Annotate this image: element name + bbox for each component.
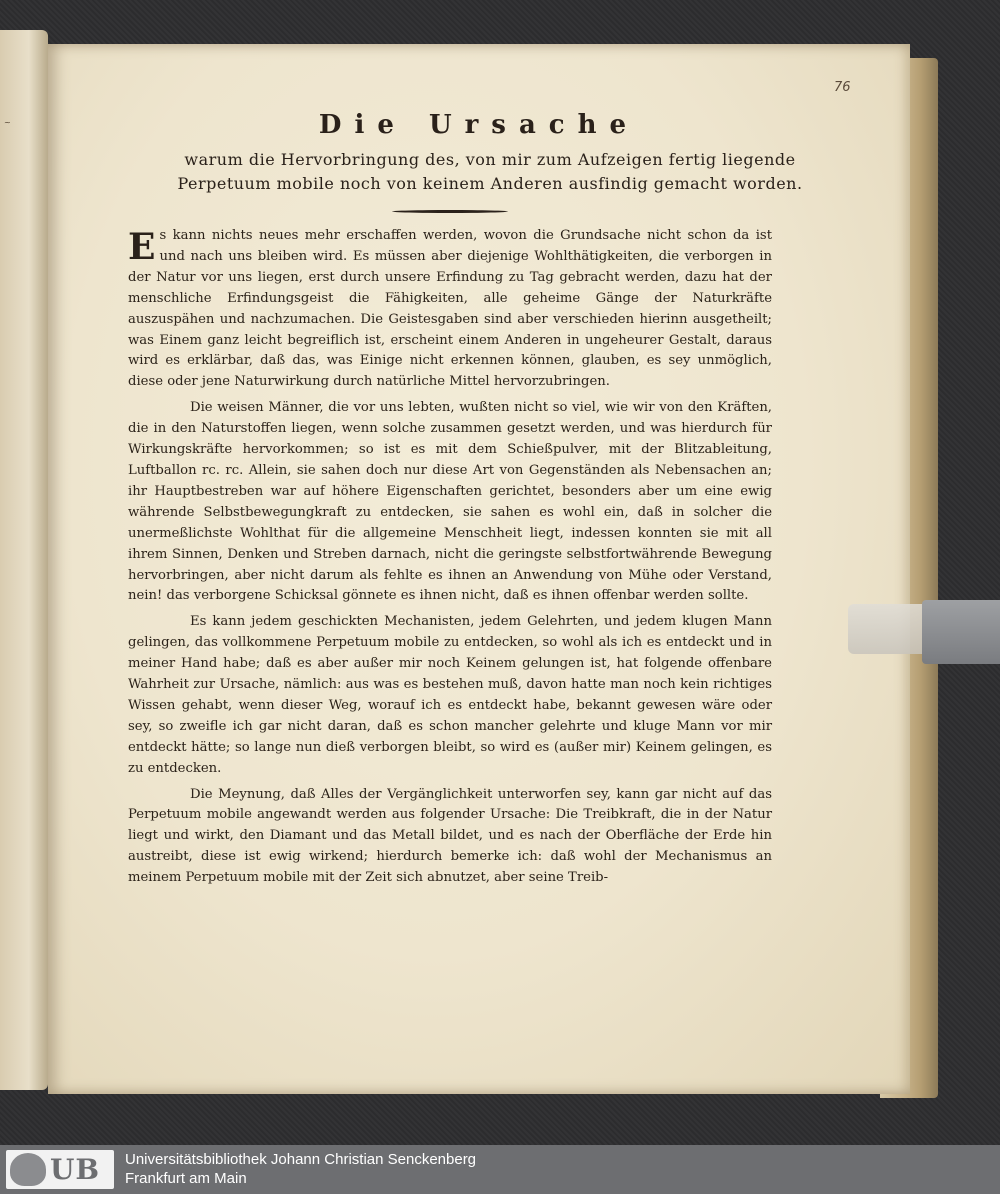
subtitle-line-2: Perpetuum mobile noch von keinem Anderen ausfindig gemacht worden. (177, 174, 803, 193)
paragraph-3: Es kann jedem geschickten Mechanisten, jedem Gelehrten, und jedem klugen Mann gelingen, das vollkommene Perpetuum mobile zu entdecken, so wohl als ich es entdeckt und in meiner Hand habe; daß es aber außer mir noch Keinem gelungen ist, hat folgende offenbare Wahrheit zur Ursache, nämlich: aus was es bestehen muß, davon hatte man noch kein richtiges Wissen gehabt, wenn dieser Weg, worauf ich es entdeckt habe, bekannt gewesen wäre oder sey, so zweifle ich gar nicht daran, daß es schon mancher gelehrte und kluge Mann vor mir entdeckt hätte; so lange nun dieß verborgen bleibt, so wird es (außer mir) Keinem gelingen, es zu entdecken. (128, 614, 772, 776)
paragraph-2: Die weisen Männer, die vor uns lebten, wußten nicht so viel, wie wir von den Kräften, die in den Naturstoffen liegen, wenn solche zusammen gesetzt werden, und was hierdurch für Wirkungskräfte hervorkommen; so ist es mit dem Schießpulver, mit der Blitzableitung, Luftballon rc. rc. Allein, sie sahen doch nur diese Art von Gegenständen als Nebensachen an; ihr Hauptbestreben war auf höhere Eigenschaften gerichtet, besonders aber um eine ewig währende Selbstbewegungkraft zu entdecken, sie sahen es wohl ein, daß in solcher die unermeßlichste Wohlthat für die allgemeine Menschheit liegt, indessen konnten sie mit all ihrem Sinnen, Denken und Streben darnach, nicht die geringste selbstfortwährende Bewegung hervorbringen, aber nicht darum als fehlte es ihnen an Anwendung von Mühe oder Verstand, nein! das verborgene Schicksal gönnete es ihnen nicht, daß es ihnen offenbar werden sollte. (128, 400, 772, 604)
library-footer (0, 1145, 1000, 1194)
title-divider (392, 210, 508, 213)
facing-page-edge (0, 30, 48, 1090)
page-title: Die Ursache (318, 110, 640, 140)
paragraph-1-text: s kann nichts neues mehr erschaffen werden, wovon die Grundsache nicht schon da ist und nach uns bleiben wird. Es müssen aber diejenige Wohlthätigkeiten, die verborgen in der Natur vor uns liegen, erst durch unsere Erfindung zu Tag gebracht werden, dazu hat der menschliche Erfindungsgeist die Fähigkeiten, alle geheime Gänge der Naturkräfte auszuspähen und nachzumachen. Die Geistesgaben sind aber verschieden hierinn ausgetheilt; was Einem ganz leicht begreiflich ist, erscheint einem Anderen in ungeheurer Gestalt, daraus wird es erklärbar, daß das, was Einige nicht erkennen können, glauben, es sey unmöglich, diese oder jene Naturwirkung durch natürliche Mittel hervorzubringen. (128, 228, 772, 390)
portrait-icon (10, 1153, 46, 1186)
clip-plastic (848, 604, 928, 654)
library-logo[interactable] (6, 1150, 114, 1189)
paragraph-1 (128, 226, 772, 393)
margin-note: ~ (4, 118, 11, 127)
library-city: Frankfurt am Main (125, 1170, 247, 1187)
logo-text: UB (50, 1153, 101, 1186)
page-number: 76 (834, 80, 851, 95)
drop-cap: E (128, 226, 156, 268)
subtitle-line-1: warum die Hervorbringung des, von mir zum Aufzeigen fertig liegende (184, 150, 796, 169)
clip-arm (922, 600, 1000, 664)
paragraph-4: Die Meynung, daß Alles der Vergänglichkeit unterworfen sey, kann gar nicht auf das Perpetuum mobile angewandt werden aus folgender Ursache: Die Treibkraft, die in der Natur liegt und wirkt, den Diamant und das Metall bildet, und es nach der Oberfläche der Erde hin austreibt, diese ist ewig wirkend; hierdurch bemerke ich: daß wohl der Mechanismus an meinem Perpetuum mobile mit der Zeit sich abnutzet, aber seine Treib- (128, 786, 772, 886)
body-text (128, 226, 772, 889)
page-clip (848, 598, 1000, 668)
library-name: Universitätsbibliothek Johann Christian Senckenberg (125, 1151, 477, 1168)
